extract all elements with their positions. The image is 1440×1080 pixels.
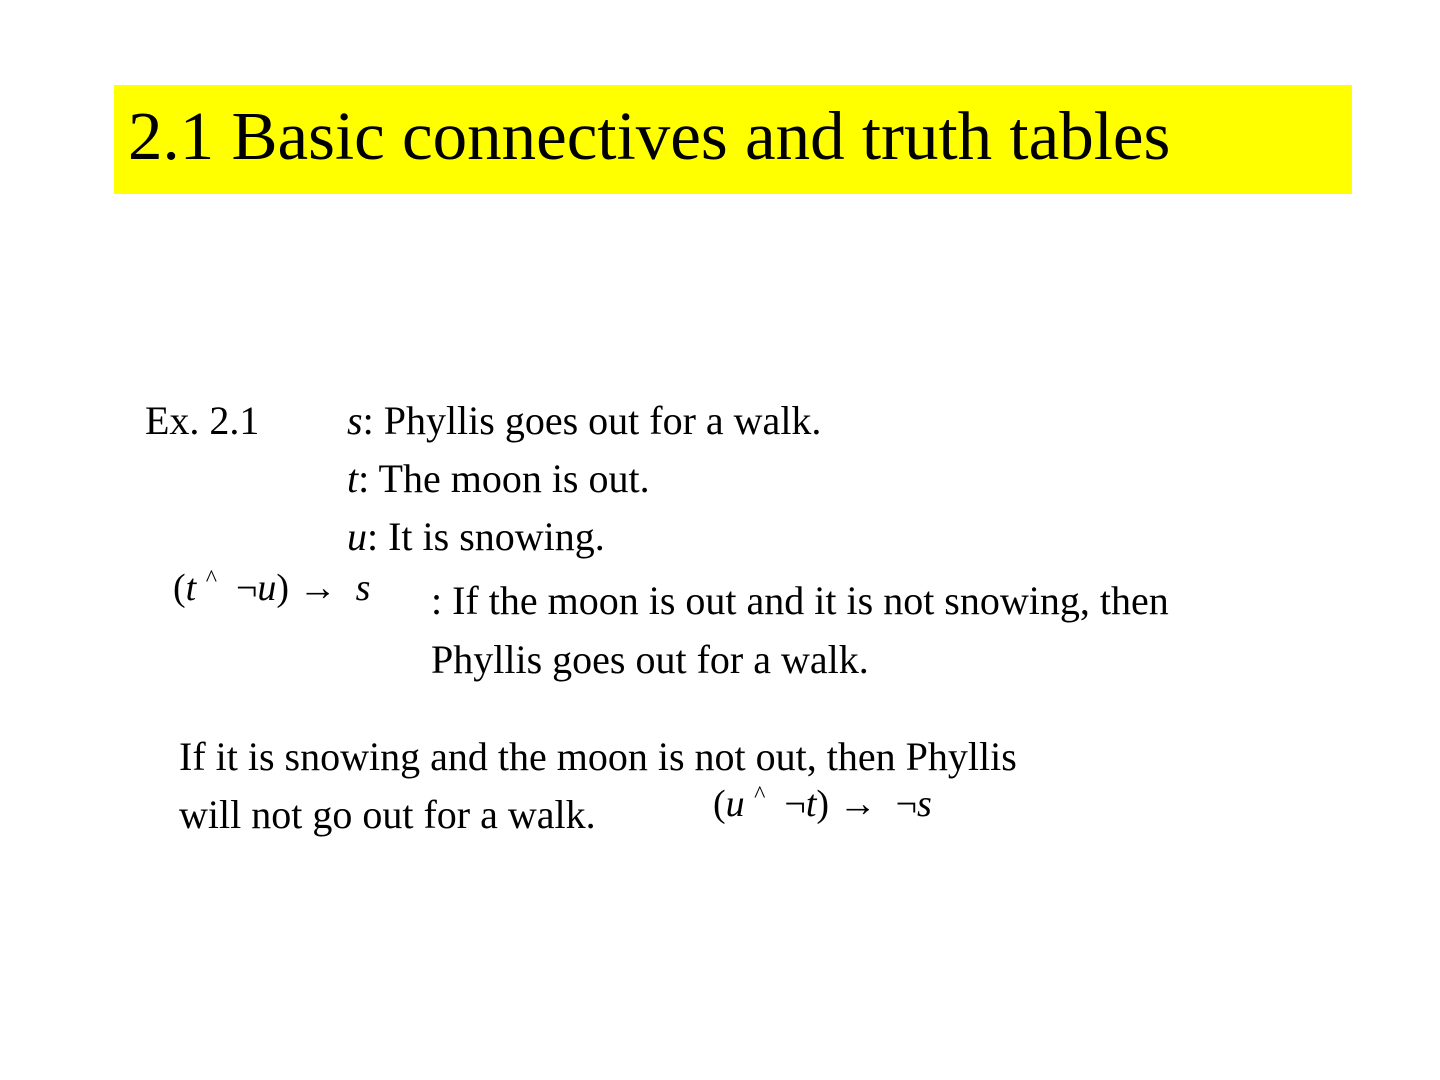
formula-var: u bbox=[725, 783, 745, 825]
paren-open: ( bbox=[173, 567, 186, 609]
and-symbol: ^ bbox=[205, 566, 217, 592]
definition-text: : It is snowing. bbox=[367, 514, 605, 559]
paren-open: ( bbox=[713, 783, 726, 825]
example-label: Ex. 2.1 bbox=[145, 398, 260, 443]
definition-var: t bbox=[347, 456, 359, 501]
sentence-2-line-2: will not go out for a walk. bbox=[179, 792, 596, 837]
formula-var: s bbox=[355, 567, 371, 609]
definition-text: : The moon is out. bbox=[358, 456, 650, 501]
definition-t bbox=[347, 455, 650, 503]
sentence-2-line-1: If it is snowing and the moon is not out, then Phyllis bbox=[179, 734, 1017, 779]
implies-symbol: → bbox=[298, 567, 337, 609]
formula-1 bbox=[173, 566, 370, 615]
definition-text: : Phyllis goes out for a walk. bbox=[362, 398, 822, 443]
definition-var: u bbox=[347, 514, 367, 559]
formula-2 bbox=[713, 782, 932, 831]
formula-1-meaning-line-2: Phyllis goes out for a walk. bbox=[431, 637, 869, 682]
paren-close: ) bbox=[276, 567, 290, 609]
formula-var: t bbox=[805, 783, 817, 825]
formula-1-meaning-line-1: : If the moon is out and it is not snowing, then bbox=[431, 578, 1169, 623]
formula-var: t bbox=[185, 567, 197, 609]
not-symbol: ¬ bbox=[895, 783, 918, 825]
definition-var: s bbox=[347, 398, 363, 443]
not-symbol: ¬ bbox=[235, 567, 258, 609]
implies-symbol: → bbox=[838, 783, 877, 825]
paren-close: ) bbox=[816, 783, 830, 825]
and-symbol: ^ bbox=[754, 782, 766, 808]
not-symbol: ¬ bbox=[784, 783, 806, 825]
page-title: 2.1 Basic connectives and truth tables bbox=[128, 98, 1171, 174]
definition-u bbox=[347, 513, 605, 561]
formula-var: s bbox=[917, 783, 932, 825]
definition-s bbox=[347, 397, 821, 445]
title-banner bbox=[114, 85, 1352, 194]
formula-var: u bbox=[257, 567, 277, 609]
